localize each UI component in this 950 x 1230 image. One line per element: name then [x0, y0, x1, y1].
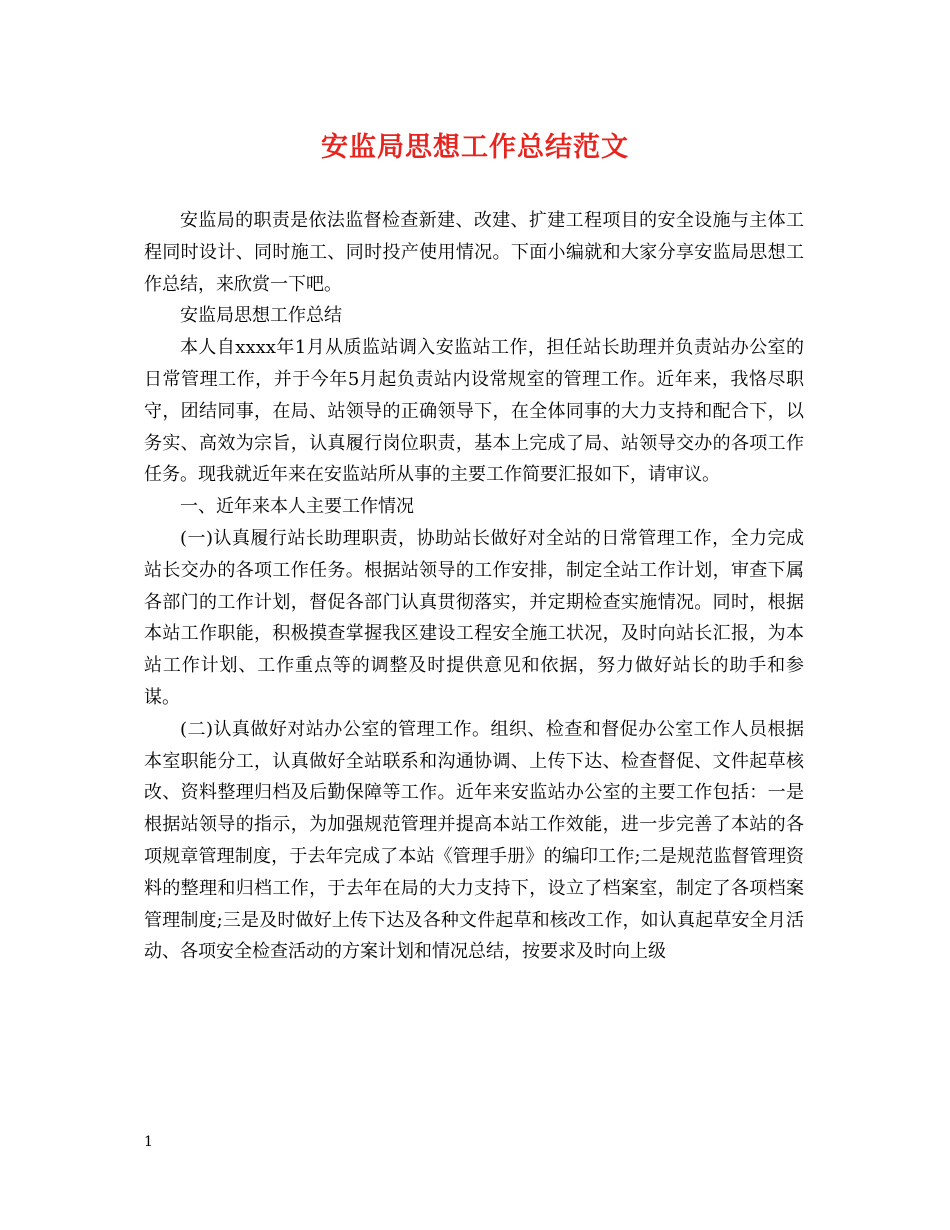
paragraph-item-1: (一)认真履行站长助理职责，协助站长做好对全站的日常管理工作，全力完成站长交办的各项工作任务。根据站领导的工作安排，制定全站工作计划，审查下属各部门的工作计划，督促各部门认真贯彻落实，并定期检查实施情况。同时，根据本站工作职能，积极摸查掌握我区建设工程安全施工状况，及时向站长汇报，为本站工作计划、工作重点等的调整及时提供意见和依据，努力做好站长的助手和参谋。 [144, 527, 804, 708]
page-number: 1 [144, 1134, 153, 1150]
document-title: 安监局思想工作总结范文 [321, 132, 629, 163]
paragraph-item-2: (二)认真做好对站办公室的管理工作。组织、检查和督促办公室工作人员根据本室职能分工，认真做好全站联系和沟通协调、上传下达、检查督促、文件起草核改、资料整理归档及后勤保障等工作。近年来安监站办公室的主要工作包括：一是根据站领导的指示，为加强规范管理并提高本站工作效能，进一步完善了本站的各项规章管理制度，于去年完成了本站《管理手册》的编印工作;二是规范监督管理资料的整理和归档工作，于去年在局的大力支持下，设立了档案室，制定了各项档案管理制度;三是及时做好上传下达及各种文件起草和核改工作，如认真起草安全月活动、各项安全检查活动的方案计划和情况总结，按要求及时向上级 [144, 718, 804, 963]
document-body [144, 205, 804, 968]
paragraph-heading: 安监局思想工作总结 [180, 305, 342, 327]
paragraph-intro: 安监局的职责是依法监督检查新建、改建、扩建工程项目的安全设施与主体工程同时设计、同时施工、同时投产使用情况。下面小编就和大家分享安监局思想工作总结，来欣赏一下吧。 [144, 210, 804, 295]
paragraph-summary: 本人自xxxx年1月从质监站调入安监站工作，担任站长助理并负责站办公室的日常管理工作，并于今年5月起负责站内设常规室的管理工作。近年来，我恪尽职守，团结同事，在局、站领导的正确领导下，在全体同事的大力支持和配合下，以务实、高效为宗旨，认真履行岗位职责，基本上完成了局、站领导交办的各项工作任务。现我就近年来在安监站所从事的主要工作简要汇报如下，请审议。 [144, 337, 804, 486]
section-heading: 一、近年来本人主要工作情况 [180, 496, 414, 518]
